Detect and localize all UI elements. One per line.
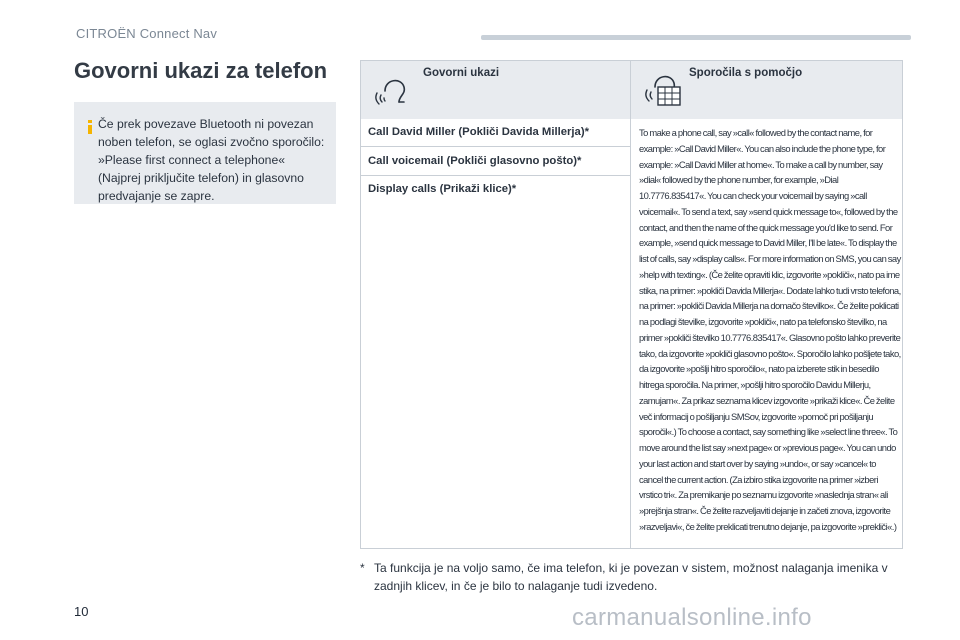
header-label-commands: Govorni ukazi xyxy=(423,67,500,79)
command-call-contact: Call David Miller (Pokliči Davida Millerja)* xyxy=(368,126,589,138)
table-header-help xyxy=(631,61,902,119)
page-title: Govorni ukazi za telefon xyxy=(74,58,328,83)
info-note-text: Če prek povezave Bluetooth ni povezan noben telefon, se oglasi zvočno sporočilo: »Please first connect a telephone« (Najprej priključite telefon) in glasovno predvajanje se zapre. xyxy=(98,117,325,203)
footnote-text: Ta funkcija je na voljo samo, če ima telefon, ki je povezan v sistem, možnost nalaganja imenika v zadnjih klicev, in če je bilo to nalaganje tudi izvedeno. xyxy=(374,561,888,593)
command-call-voicemail: Call voicemail (Pokliči glasovno pošto)* xyxy=(368,155,582,167)
info-icon xyxy=(86,120,94,134)
watermark: carmanualsonline.info xyxy=(572,604,812,631)
voice-commands-table xyxy=(360,60,903,549)
header-divider-bar xyxy=(481,35,911,40)
table-header-commands xyxy=(361,61,631,119)
footnote-marker: * xyxy=(360,561,365,575)
manual-header-title: CITROËN Connect Nav xyxy=(76,26,218,41)
row-divider xyxy=(361,175,630,176)
page-number: 10 xyxy=(74,604,89,619)
help-message-text: To make a phone call, say »call« followed by the contact name, for example: »Call David Miller«. You can also include the phone type, for example: »Call David Miller at home«. To make a call by number, say »dial« followed by the phone number, for example, »Dial 10.7776.835417«. You can check your voicemail by saying »call voicemail«. To send a text, say »send quick message to«, followed by the contact, and then the name of the quick message you'd like to send. For example, »send quick message to David Miller, I'll be late«. To display the list of calls, say »display calls«. For more information on SMS, you can say »help with texting«. (Če želite opraviti klic, izgovorite »pokliči«, nato pa ime stika, na primer: »pokliči Davida Millerja«. Dodate lahko tudi vrsto telefona, na primer: »pokliči Davida Millerja na domačo številko«. Če želite poklicati na podlagi številke, izgovorite »pokliči«, nato pa telefonsko številko, na primer »pokliči številko 10.7776.835417«. Glasovno pošto lahko preverite tako, da izgovorite »pokliči glasovno pošto«. Sporočilo lahko pošljete tako, da izgovorite »pošlji hitro sporočilo«, nato pa izberete stik in besedilo hitrega sporočila. Na primer, »pošlji hitro sporočilo Davidu Millerju, zamujam«. Za prikaz seznama klicev izgovorite »prikaži klice«. Če želite več informacij o pošiljanju SMSov, izgovorite »pomoč pri pošiljanju sporočil«.) To choose a contact, say something like »select line three«. To move around the list say »next page« or »previous page«. You can undo your last action and start over by saying »undo«, or say »cancel« to cancel the current action. (Za izbiro stika izgovorite na primer »izberi vrstico tri«. Za premikanje po seznamu izgovorite »naslednja stran« ali »prejšnja stran«. Če želite razveljaviti dejanje in začeti znova, izgovorite »razveljavi«, če želite preklicati trenutno dejanje, pa izgovorite »prekliči«.) xyxy=(639,127,901,532)
row-divider xyxy=(361,146,630,147)
header-label-help: Sporočila s pomočjo xyxy=(689,67,803,79)
info-note xyxy=(74,102,336,204)
voice-command-icon xyxy=(371,65,415,109)
command-display-calls: Display calls (Prikaži klice)* xyxy=(368,183,517,195)
commands-column xyxy=(361,119,631,548)
voice-help-icon xyxy=(641,65,685,109)
